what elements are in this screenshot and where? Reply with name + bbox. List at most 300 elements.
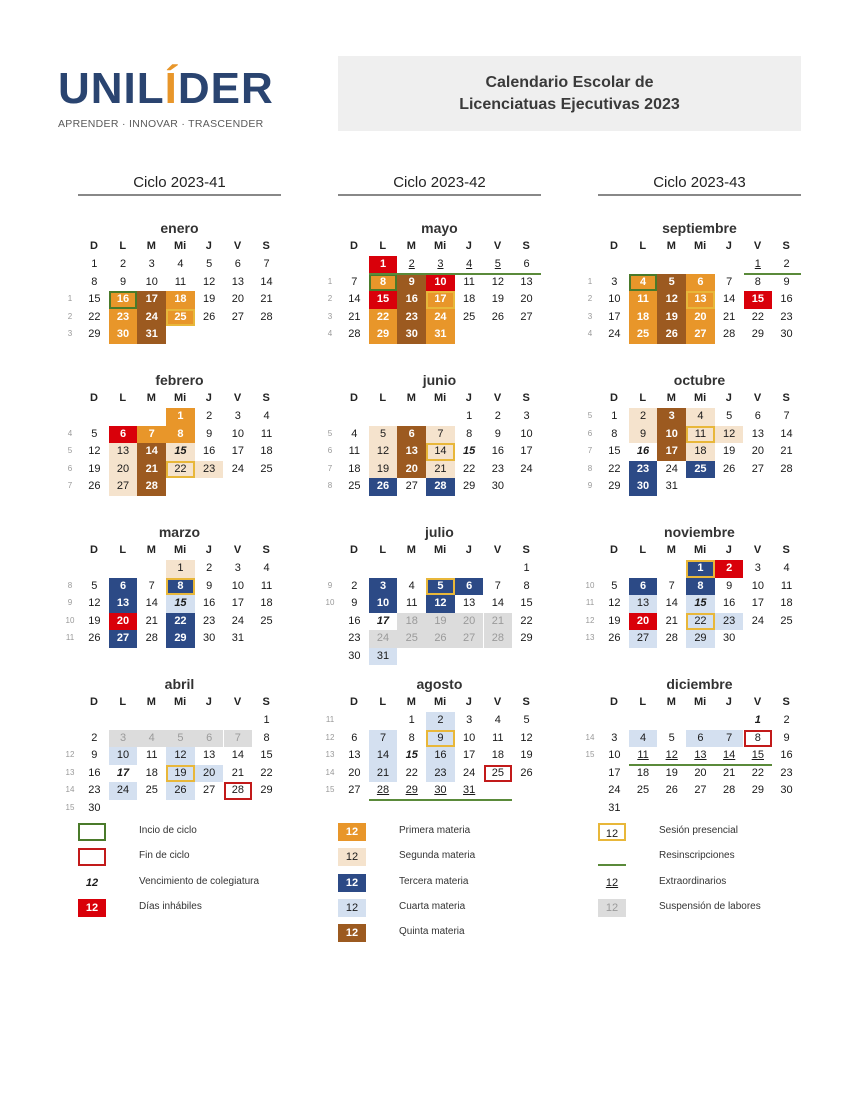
weekday-header: M bbox=[666, 696, 676, 708]
weekday-header: Mi bbox=[433, 544, 447, 556]
day-cell: 6 bbox=[109, 578, 138, 596]
weekday-header: D bbox=[90, 240, 98, 252]
day-cell: 25 bbox=[780, 614, 793, 627]
day-cell: 20 bbox=[109, 461, 138, 479]
day-cell: 23 bbox=[715, 613, 744, 631]
weekday-header: M bbox=[406, 696, 416, 708]
legend-label: Sesión presencial bbox=[659, 825, 738, 836]
day-cell: 16 bbox=[109, 291, 138, 309]
reinscription-line bbox=[369, 799, 513, 801]
day-cell: 27 bbox=[520, 310, 533, 323]
day-cell: 22 bbox=[520, 614, 533, 627]
weekday-header: J bbox=[725, 240, 732, 252]
day-cell: 5 bbox=[494, 258, 501, 270]
week-number: 10 bbox=[585, 580, 595, 590]
day-cell: 24 bbox=[109, 782, 138, 800]
day-cell: 19 bbox=[426, 613, 455, 631]
day-cell: 8 bbox=[686, 578, 715, 596]
weekday-header: Mi bbox=[433, 240, 447, 252]
day-cell: 28 bbox=[665, 632, 678, 644]
day-cell: 6 bbox=[397, 426, 426, 444]
day-cell: 25 bbox=[463, 310, 476, 323]
day-cell: 30 bbox=[348, 649, 361, 662]
day-cell: 27 bbox=[455, 630, 484, 648]
week-number: 5 bbox=[67, 446, 73, 455]
day-cell: 13 bbox=[463, 597, 476, 609]
day-cell: 30 bbox=[434, 784, 447, 796]
weekday-header: S bbox=[782, 240, 790, 252]
day-cell: 25 bbox=[260, 614, 273, 627]
day-cell: 15 bbox=[751, 749, 764, 761]
day-cell: 30 bbox=[780, 328, 793, 340]
day-cell: 26 bbox=[203, 310, 216, 323]
weekday-header: L bbox=[379, 544, 387, 556]
day-cell: 7 bbox=[137, 426, 166, 444]
day-cell: 23 bbox=[780, 310, 793, 323]
day-cell: 2 bbox=[715, 560, 744, 578]
weekday-header: V bbox=[493, 392, 502, 404]
day-cell: 21 bbox=[426, 461, 455, 479]
day-cell: 12 bbox=[657, 291, 686, 309]
day-cell: 16 bbox=[203, 597, 216, 609]
day-cell: 12 bbox=[665, 749, 678, 761]
day-cell: 17 bbox=[137, 291, 166, 309]
title-line-1: Calendario Escolar de bbox=[485, 73, 654, 91]
day-cell: 12 bbox=[491, 275, 504, 288]
weekday-header: Mi bbox=[173, 544, 187, 556]
day-cell: 26 bbox=[608, 632, 621, 644]
week-number: 10 bbox=[65, 615, 75, 625]
day-cell: 29 bbox=[751, 784, 764, 796]
month-name: junio bbox=[422, 372, 457, 388]
day-cell: 21 bbox=[723, 766, 736, 779]
day-cell: 12 bbox=[203, 275, 216, 288]
day-cell: 27 bbox=[109, 478, 138, 496]
day-cell: 19 bbox=[608, 614, 621, 627]
day-cell: 11 bbox=[260, 427, 273, 440]
day-cell: 4 bbox=[783, 562, 790, 574]
weekday-header: S bbox=[782, 544, 790, 556]
day-cell: 30 bbox=[629, 478, 658, 496]
day-cell: 21 bbox=[137, 461, 166, 479]
week-number: 13 bbox=[585, 633, 595, 642]
week-number: 11 bbox=[325, 715, 335, 724]
day-cell: 17 bbox=[231, 445, 244, 457]
day-cell: 28 bbox=[484, 630, 513, 648]
day-cell: 18 bbox=[629, 309, 658, 327]
day-cell: 19 bbox=[166, 765, 195, 783]
weekday-header: D bbox=[610, 544, 618, 556]
day-cell: 3 bbox=[148, 258, 155, 270]
weekday-header: D bbox=[350, 392, 358, 404]
legend-swatch: 12 bbox=[605, 876, 619, 889]
weekday-header: Mi bbox=[173, 392, 187, 404]
day-cell: 24 bbox=[231, 614, 244, 627]
day-cell: 1 bbox=[686, 560, 715, 578]
day-cell: 3 bbox=[611, 731, 618, 744]
day-cell: 9 bbox=[783, 731, 790, 744]
week-number: 4 bbox=[327, 329, 333, 338]
day-cell: 25 bbox=[636, 784, 650, 796]
weekday-header: V bbox=[753, 240, 762, 252]
day-cell: 29 bbox=[88, 328, 101, 340]
day-cell: 2 bbox=[119, 258, 127, 270]
day-cell: 5 bbox=[91, 579, 98, 592]
day-cell: 18 bbox=[260, 445, 273, 457]
day-cell: 17 bbox=[426, 291, 455, 309]
day-cell: 8 bbox=[754, 275, 761, 288]
legend-label: Incio de ciclo bbox=[139, 825, 197, 836]
legend-swatch: 12 bbox=[338, 924, 366, 942]
legend-swatch: 12 bbox=[598, 823, 626, 841]
day-cell: 28 bbox=[260, 310, 273, 323]
day-cell: 9 bbox=[426, 730, 455, 748]
day-cell: 1 bbox=[91, 258, 98, 270]
weekday-header: V bbox=[493, 696, 502, 708]
day-cell: 20 bbox=[751, 445, 764, 457]
day-cell: 15 bbox=[463, 445, 476, 457]
logo-tagline: APRENDER · INNOVAR · TRASCENDER bbox=[58, 118, 264, 130]
legend-label: Resinscripciones bbox=[659, 850, 735, 862]
day-cell: 28 bbox=[348, 328, 361, 340]
day-cell: 28 bbox=[137, 478, 166, 496]
day-cell: 6 bbox=[686, 730, 715, 748]
day-cell: 20 bbox=[520, 293, 533, 305]
day-cell: 14 bbox=[426, 443, 455, 461]
weekday-header: M bbox=[406, 392, 416, 404]
day-cell: 11 bbox=[686, 426, 715, 444]
day-cell: 25 bbox=[629, 326, 658, 344]
day-cell: 26 bbox=[88, 632, 101, 644]
day-cell: 28 bbox=[780, 462, 793, 475]
weekday-header: Mi bbox=[433, 696, 447, 708]
day-cell: 5 bbox=[166, 730, 195, 748]
weekday-header: J bbox=[465, 392, 472, 404]
month-name: abril bbox=[164, 676, 195, 692]
day-cell: 12 bbox=[715, 426, 744, 444]
week-number: 11 bbox=[65, 633, 75, 642]
week-number: 7 bbox=[67, 481, 73, 490]
weekday-header: Mi bbox=[693, 696, 707, 708]
day-cell: 22 bbox=[166, 613, 195, 631]
day-cell: 10 bbox=[231, 579, 244, 592]
day-cell: 22 bbox=[369, 309, 398, 327]
day-cell: 26 bbox=[520, 766, 533, 779]
day-cell: 19 bbox=[203, 293, 216, 305]
day-cell: 13 bbox=[203, 749, 216, 761]
day-cell: 2 bbox=[408, 258, 415, 270]
day-cell: 7 bbox=[726, 275, 733, 288]
weekday-header: M bbox=[406, 544, 416, 556]
weekday-header: L bbox=[119, 544, 127, 556]
weekday-header: L bbox=[119, 392, 127, 404]
day-cell: 5 bbox=[91, 427, 98, 440]
day-cell: 8 bbox=[166, 426, 195, 444]
week-number: 13 bbox=[65, 767, 75, 777]
day-cell: 16 bbox=[780, 293, 793, 305]
weekday-header: D bbox=[350, 544, 358, 556]
day-cell: 14 bbox=[723, 293, 736, 305]
day-cell: 19 bbox=[723, 445, 736, 457]
day-cell: 10 bbox=[608, 293, 621, 305]
week-number: 12 bbox=[325, 732, 335, 742]
day-cell: 11 bbox=[492, 731, 504, 744]
day-cell: 15 bbox=[608, 445, 621, 457]
day-cell: 13 bbox=[109, 595, 138, 613]
day-cell: 9 bbox=[397, 274, 426, 292]
day-cell: 12 bbox=[520, 731, 533, 744]
day-cell: 20 bbox=[455, 613, 484, 631]
cycle-heading-43: Ciclo 2023-43 bbox=[598, 174, 801, 196]
day-cell: 30 bbox=[491, 480, 504, 492]
day-cell: 14 bbox=[231, 749, 244, 761]
day-cell: 15 bbox=[744, 291, 773, 309]
day-cell: 20 bbox=[109, 613, 138, 631]
week-number: 8 bbox=[587, 463, 593, 473]
day-cell: 13 bbox=[520, 275, 533, 288]
title-line-2: Licenciatuas Ejecutivas 2023 bbox=[459, 95, 680, 113]
day-cell: 25 bbox=[348, 480, 361, 492]
legend-swatch: 12 bbox=[338, 874, 366, 892]
week-number: 9 bbox=[67, 598, 73, 607]
day-cell: 5 bbox=[369, 426, 398, 444]
day-cell: 18 bbox=[348, 462, 361, 475]
unilider-logo bbox=[58, 58, 278, 138]
day-cell: 8 bbox=[166, 578, 195, 596]
day-cell: 25 bbox=[166, 309, 195, 327]
day-cell: 29 bbox=[751, 328, 764, 340]
day-cell: 13 bbox=[751, 427, 764, 440]
day-cell: 31 bbox=[463, 784, 476, 796]
day-cell: 26 bbox=[657, 326, 686, 344]
week-number: 9 bbox=[327, 580, 333, 590]
week-number: 15 bbox=[585, 750, 595, 759]
day-cell: 24 bbox=[608, 784, 621, 796]
day-cell: 20 bbox=[348, 766, 361, 779]
day-cell: 25 bbox=[686, 461, 715, 479]
day-cell: 6 bbox=[754, 410, 761, 422]
day-cell: 29 bbox=[520, 632, 533, 644]
day-cell: 1 bbox=[611, 410, 618, 422]
day-cell: 6 bbox=[109, 426, 138, 444]
day-cell: 8 bbox=[91, 275, 98, 288]
day-cell: 16 bbox=[397, 291, 426, 309]
weekday-header: Mi bbox=[173, 240, 187, 252]
day-cell: 11 bbox=[637, 749, 649, 761]
day-cell: 9 bbox=[91, 749, 98, 761]
day-cell: 6 bbox=[686, 274, 715, 292]
day-cell: 20 bbox=[231, 293, 244, 305]
weekday-header: Mi bbox=[693, 544, 707, 556]
day-cell: 13 bbox=[231, 275, 244, 288]
day-cell: 30 bbox=[88, 801, 101, 814]
day-cell: 30 bbox=[109, 326, 138, 344]
day-cell: 11 bbox=[406, 597, 418, 609]
day-cell: 2 bbox=[206, 562, 213, 574]
legend-label: Primera materia bbox=[399, 825, 471, 836]
day-cell: 7 bbox=[783, 410, 790, 422]
legend-label: Tercera materia bbox=[399, 875, 469, 887]
legend-label: Fin de ciclo bbox=[139, 850, 190, 862]
week-number: 1 bbox=[587, 276, 593, 286]
weekday-header: L bbox=[639, 544, 647, 556]
day-cell: 19 bbox=[88, 462, 101, 475]
day-cell: 22 bbox=[166, 461, 195, 479]
day-cell: 3 bbox=[754, 562, 761, 574]
month-name: julio bbox=[425, 524, 454, 540]
day-cell: 10 bbox=[231, 427, 244, 440]
week-number: 8 bbox=[327, 481, 333, 490]
day-cell: 30 bbox=[780, 784, 793, 796]
month-name: agosto bbox=[416, 676, 463, 692]
day-cell: 18 bbox=[636, 766, 650, 779]
day-cell: 20 bbox=[686, 309, 715, 327]
day-cell: 3 bbox=[109, 730, 138, 748]
weekday-header: S bbox=[522, 392, 530, 404]
day-cell: 10 bbox=[109, 747, 138, 765]
day-cell: 3 bbox=[611, 275, 618, 288]
day-cell: 12 bbox=[608, 597, 621, 609]
day-cell: 21 bbox=[723, 310, 736, 323]
weekday-header: J bbox=[725, 392, 732, 404]
day-cell: 25 bbox=[145, 784, 158, 796]
week-number: 15 bbox=[65, 802, 75, 812]
day-cell: 4 bbox=[351, 427, 358, 440]
day-cell: 13 bbox=[109, 443, 138, 461]
day-cell: 2 bbox=[351, 579, 358, 592]
day-cell: 4 bbox=[263, 410, 270, 422]
day-cell: 18 bbox=[145, 766, 158, 779]
day-cell: 16 bbox=[88, 766, 101, 779]
weekday-header: J bbox=[205, 696, 212, 708]
day-cell: 9 bbox=[726, 579, 733, 592]
day-cell: 3 bbox=[523, 410, 530, 422]
weekday-header: D bbox=[610, 240, 618, 252]
week-number: 4 bbox=[587, 329, 593, 338]
day-cell: 26 bbox=[369, 478, 398, 496]
day-cell: 20 bbox=[694, 766, 707, 779]
day-cell: 27 bbox=[203, 784, 216, 796]
day-cell: 4 bbox=[629, 274, 658, 292]
weekday-header: D bbox=[90, 696, 98, 708]
day-cell: 22 bbox=[463, 462, 476, 475]
week-number: 5 bbox=[327, 428, 333, 438]
day-cell: 6 bbox=[351, 731, 358, 744]
day-cell: 18 bbox=[166, 291, 195, 309]
day-cell: 11 bbox=[780, 579, 793, 592]
weekday-header: D bbox=[90, 392, 98, 404]
day-cell: 24 bbox=[608, 328, 621, 340]
day-cell: 27 bbox=[686, 326, 715, 344]
day-cell: 9 bbox=[206, 579, 213, 592]
month-name: diciembre bbox=[666, 676, 733, 692]
day-cell: 17 bbox=[463, 749, 476, 761]
week-number: 4 bbox=[67, 428, 73, 438]
day-cell: 4 bbox=[263, 562, 270, 574]
day-cell: 4 bbox=[466, 258, 473, 270]
weekday-header: L bbox=[119, 696, 127, 708]
day-cell: 28 bbox=[145, 632, 158, 644]
day-cell: 19 bbox=[88, 614, 101, 627]
day-cell: 23 bbox=[203, 614, 216, 627]
month-name: febrero bbox=[155, 372, 204, 388]
weekday-header: S bbox=[262, 240, 270, 252]
day-cell: 18 bbox=[260, 597, 273, 609]
day-cell: 6 bbox=[234, 258, 241, 270]
day-cell: 11 bbox=[174, 275, 187, 288]
day-cell: 16 bbox=[723, 597, 736, 609]
day-cell: 17 bbox=[608, 310, 621, 323]
month-name: marzo bbox=[158, 524, 201, 540]
week-number: 6 bbox=[327, 446, 333, 455]
day-cell: 18 bbox=[491, 749, 504, 761]
day-cell: 19 bbox=[369, 461, 398, 479]
weekday-header: D bbox=[90, 544, 98, 556]
day-cell: 23 bbox=[780, 766, 793, 779]
day-cell: 9 bbox=[629, 426, 658, 444]
day-cell: 10 bbox=[608, 749, 621, 761]
weekday-header: D bbox=[610, 392, 618, 404]
day-cell: 24 bbox=[463, 766, 476, 779]
weekday-header: D bbox=[350, 240, 358, 252]
day-cell: 22 bbox=[751, 766, 764, 779]
day-cell: 4 bbox=[177, 258, 184, 270]
weekday-header: Mi bbox=[693, 392, 707, 404]
weekday-header: V bbox=[493, 544, 502, 556]
day-cell: 7 bbox=[494, 579, 501, 592]
cycle-heading-42: Ciclo 2023-42 bbox=[338, 174, 541, 196]
day-cell: 1 bbox=[754, 258, 761, 270]
day-cell: 20 bbox=[397, 461, 426, 479]
day-cell: 2 bbox=[91, 731, 98, 744]
day-cell: 26 bbox=[723, 462, 736, 475]
day-cell: 25 bbox=[397, 630, 426, 648]
day-cell: 11 bbox=[629, 291, 658, 309]
legend-swatch: 12 bbox=[338, 848, 366, 866]
day-cell: 29 bbox=[608, 480, 621, 492]
weekday-header: Mi bbox=[433, 392, 447, 404]
weekday-header: L bbox=[379, 696, 387, 708]
day-cell: 5 bbox=[657, 274, 686, 292]
week-number: 3 bbox=[67, 329, 73, 338]
week-number: 7 bbox=[327, 463, 333, 473]
day-cell: 4 bbox=[686, 408, 715, 426]
weekday-header: J bbox=[205, 240, 212, 252]
day-cell: 2 bbox=[783, 714, 790, 726]
day-cell: 12 bbox=[88, 445, 101, 457]
weekday-header: V bbox=[493, 240, 502, 252]
week-number: 12 bbox=[585, 615, 595, 625]
day-cell: 28 bbox=[426, 478, 455, 496]
week-number: 6 bbox=[67, 463, 73, 473]
day-cell: 22 bbox=[405, 766, 418, 779]
day-cell: 26 bbox=[426, 630, 455, 648]
weekday-header: D bbox=[610, 696, 618, 708]
week-number: 2 bbox=[327, 294, 333, 303]
weekday-header: S bbox=[522, 696, 530, 708]
month-name: septiembre bbox=[662, 220, 737, 236]
day-cell: 6 bbox=[455, 578, 484, 596]
day-cell: 9 bbox=[206, 427, 213, 440]
weekday-header: J bbox=[205, 544, 212, 556]
day-cell: 5 bbox=[426, 578, 455, 596]
day-cell: 23 bbox=[195, 461, 224, 479]
day-cell: 21 bbox=[231, 766, 244, 779]
weekday-header: V bbox=[233, 392, 242, 404]
weekday-header: S bbox=[262, 696, 270, 708]
weekday-header: M bbox=[146, 240, 156, 252]
week-number: 13 bbox=[325, 750, 335, 759]
